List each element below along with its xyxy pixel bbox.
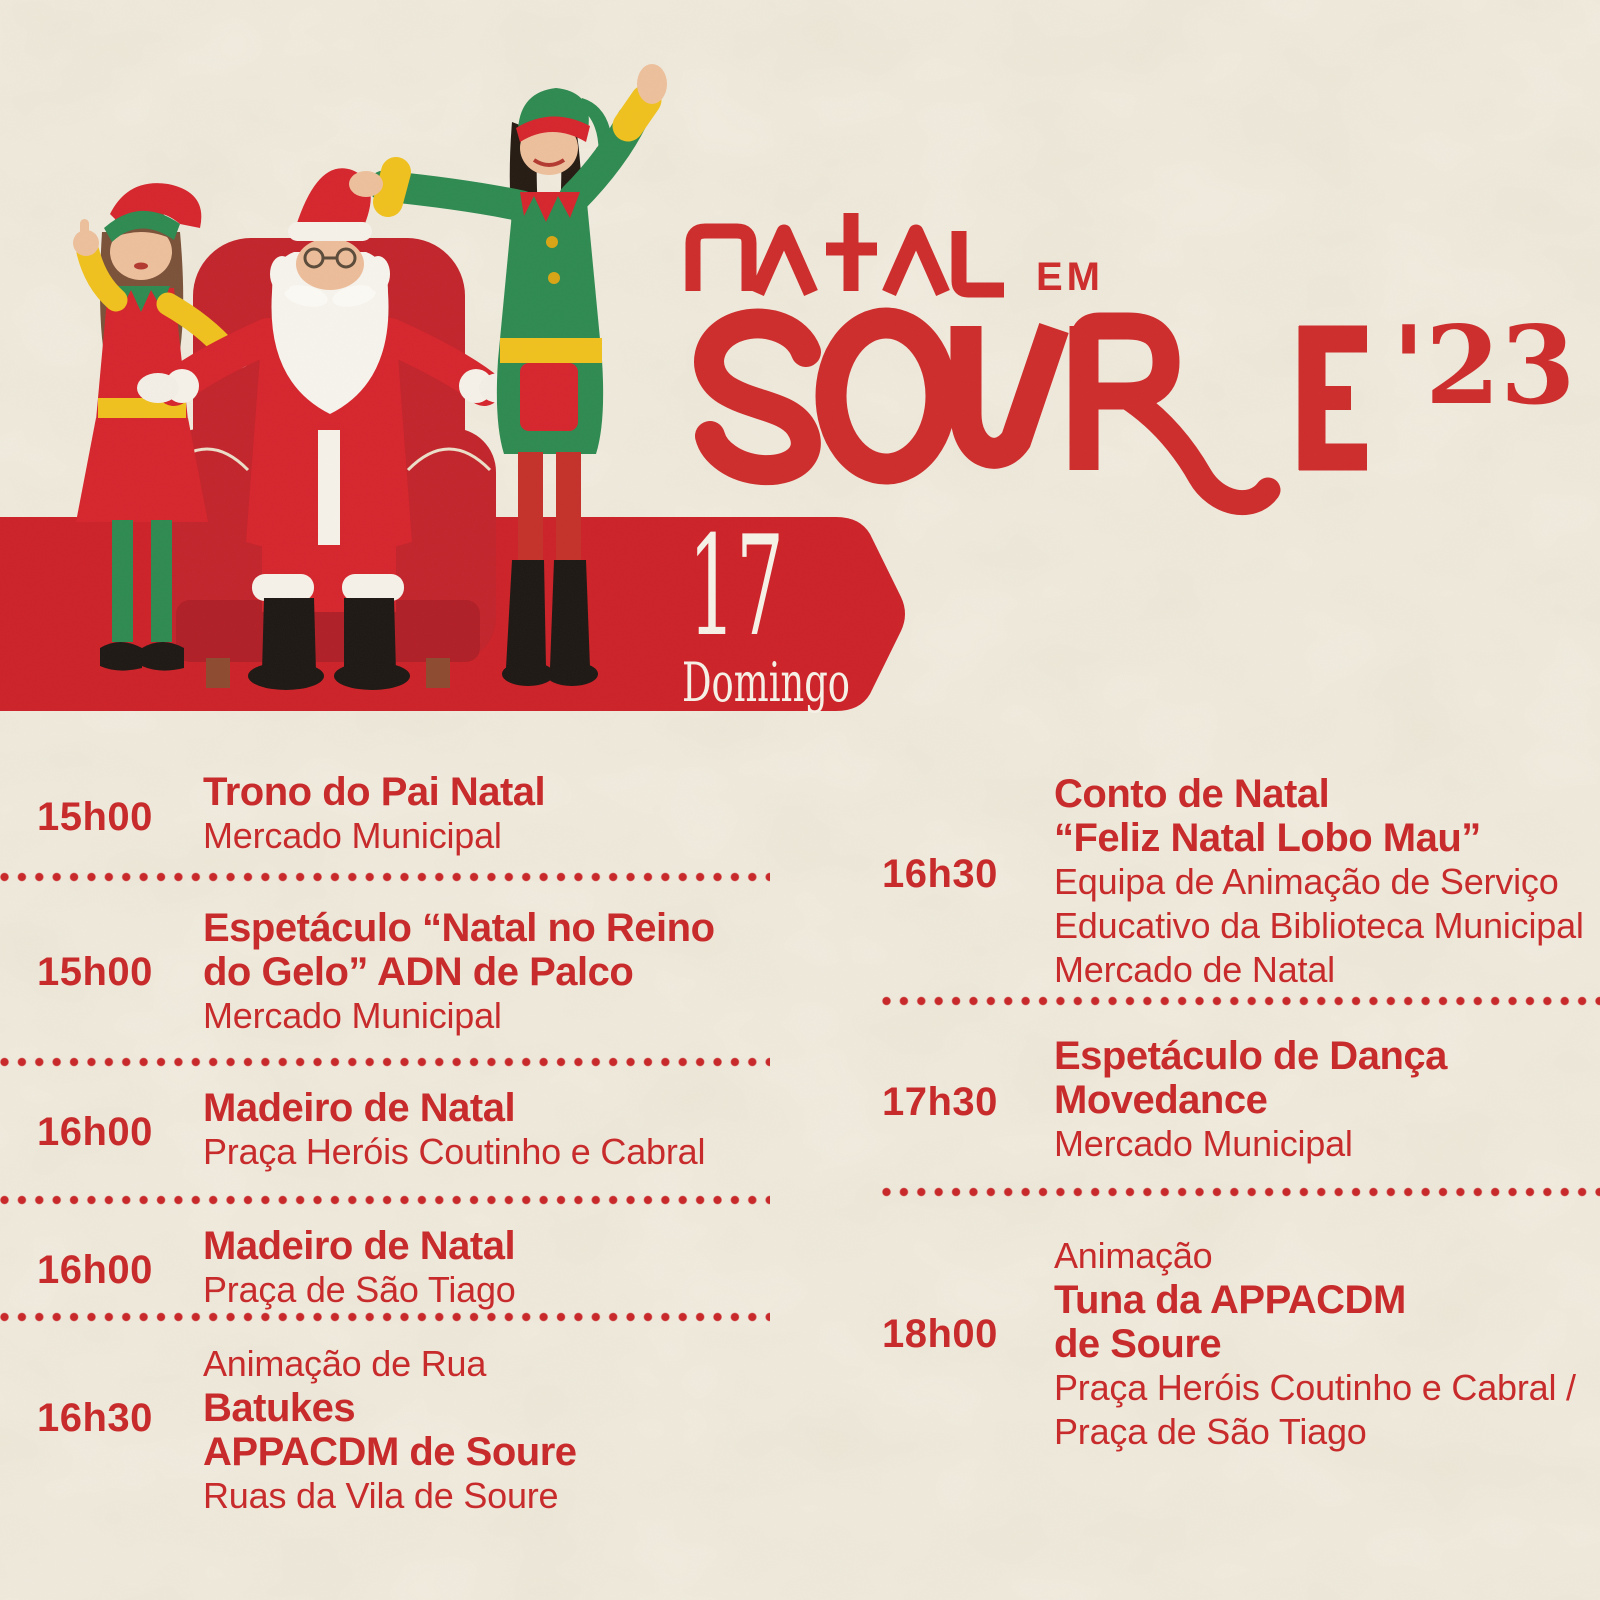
event-location-line: Praça de São Tiago [203, 1269, 516, 1310]
event-time: 16h00 [37, 1248, 153, 1292]
dotted-separator [0, 1057, 770, 1067]
event-location-line: Praça Heróis Coutinho e Cabral [203, 1131, 706, 1172]
event-location-line: Praça de São Tiago [1054, 1411, 1367, 1452]
event-time: 15h00 [37, 950, 153, 994]
event-location-line: Mercado Municipal [1054, 1123, 1353, 1164]
event-title-line: de Soure [1054, 1322, 1222, 1366]
event-time: 16h30 [882, 852, 998, 896]
event-block [1054, 1034, 1447, 1166]
event-title-line: Madeiro de Natal [203, 1224, 516, 1268]
event-kind-line: Animação de Rua [203, 1343, 487, 1384]
dotted-separator [0, 1195, 770, 1205]
event-block [203, 1342, 577, 1518]
event-location-line: Mercado Municipal [203, 815, 502, 856]
event-title-line: Movedance [1054, 1078, 1268, 1122]
event-time: 15h00 [37, 795, 153, 839]
event-block [203, 1224, 516, 1312]
event-block [1054, 772, 1584, 992]
event-time: 17h30 [882, 1080, 998, 1124]
event-block [203, 770, 545, 858]
dotted-separator [0, 872, 770, 882]
event-time: 18h00 [882, 1312, 998, 1356]
dotted-separator [882, 1187, 1600, 1197]
event-title-line: Tuna da APPACDM [1054, 1278, 1406, 1322]
event-title-line: APPACDM de Soure [203, 1430, 577, 1474]
event-title-line: Madeiro de Natal [203, 1086, 516, 1130]
event-kind-line: Animação [1054, 1235, 1213, 1276]
event-detail-line: Educativo da Biblioteca Municipal [1054, 905, 1584, 946]
event-title-line: “Feliz Natal Lobo Mau” [1054, 816, 1481, 860]
event-location-line: Praça Heróis Coutinho e Cabral / [1054, 1367, 1576, 1408]
event-location-line: Ruas da Vila de Soure [203, 1475, 559, 1516]
event-time: 16h30 [37, 1396, 153, 1440]
event-detail-line: Equipa de Animação de Serviço [1054, 861, 1559, 902]
event-location-line: Mercado Municipal [203, 995, 502, 1036]
event-block [1054, 1234, 1576, 1454]
event-title-line: Espetáculo de Dança [1054, 1034, 1447, 1078]
event-title-line: Conto de Natal [1054, 772, 1330, 816]
event-title-line: Espetáculo “Natal no Reino [203, 906, 715, 950]
event-location-line: Mercado de Natal [1054, 949, 1335, 990]
dotted-separator [0, 1312, 770, 1322]
event-block [203, 1086, 705, 1174]
event-title-line: Batukes [203, 1386, 356, 1430]
event-time: 16h00 [37, 1110, 153, 1154]
event-block [203, 906, 715, 1038]
event-title-line: Trono do Pai Natal [203, 770, 546, 814]
dotted-separator [882, 996, 1600, 1006]
event-title-line: do Gelo” ADN de Palco [203, 950, 634, 994]
